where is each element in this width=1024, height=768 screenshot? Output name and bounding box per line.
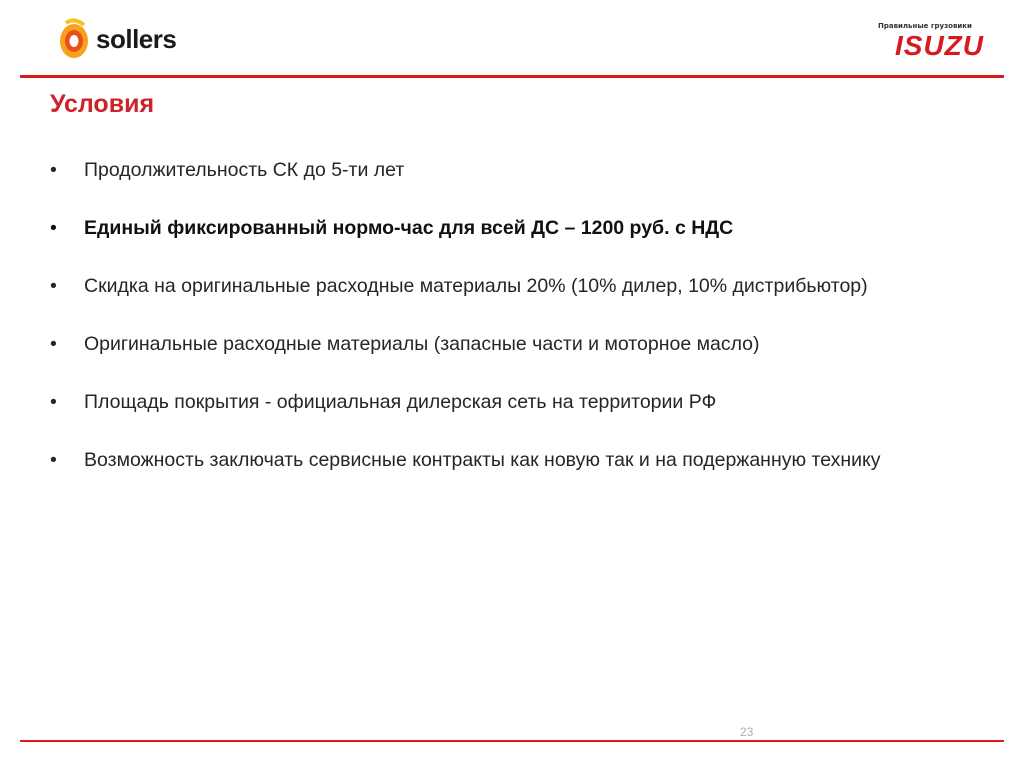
bullet-text: Продолжительность СК до 5-ти лет xyxy=(84,159,405,181)
header-divider xyxy=(20,75,1004,78)
footer-divider xyxy=(20,740,1004,742)
bullet-item xyxy=(50,271,990,301)
bullet-item xyxy=(50,213,990,243)
isuzu-logo xyxy=(874,22,984,60)
bullet-icon: • xyxy=(50,275,57,297)
bullet-item xyxy=(50,329,990,359)
bullet-icon: • xyxy=(50,333,57,355)
bullet-text: Площадь покрытия - официальная дилерская сеть на территории РФ xyxy=(84,391,717,413)
bullet-icon: • xyxy=(50,217,57,239)
bullet-item xyxy=(50,387,990,417)
sollers-logo-text: sollers xyxy=(96,23,177,54)
page-number: 23 xyxy=(740,725,754,739)
sollers-logo-icon xyxy=(56,17,92,61)
slide-title: Условия xyxy=(50,90,155,118)
bullet-text: Оригинальные расходные материалы (запасные части и моторное масло) xyxy=(84,333,760,355)
bullet-text: Единый фиксированный нормо-час для всей ДС – 1200 руб. с НДС xyxy=(84,217,734,239)
bullet-item xyxy=(50,155,990,185)
bullet-icon: • xyxy=(50,159,57,181)
sollers-logo xyxy=(56,14,176,64)
bullet-icon: • xyxy=(50,391,57,413)
bullet-item xyxy=(50,445,990,475)
bullet-text: Возможность заключать сервисные контракты как новую так и на подержанную технику xyxy=(84,449,881,471)
isuzu-tagline: Правильные грузовики xyxy=(878,22,972,30)
bullet-icon: • xyxy=(50,449,57,471)
bullet-list xyxy=(50,155,990,503)
isuzu-logo-text: ISUZU xyxy=(895,30,984,61)
bullet-text: Скидка на оригинальные расходные материалы 20% (10% дилер, 10% дистрибьютор) xyxy=(84,275,868,297)
